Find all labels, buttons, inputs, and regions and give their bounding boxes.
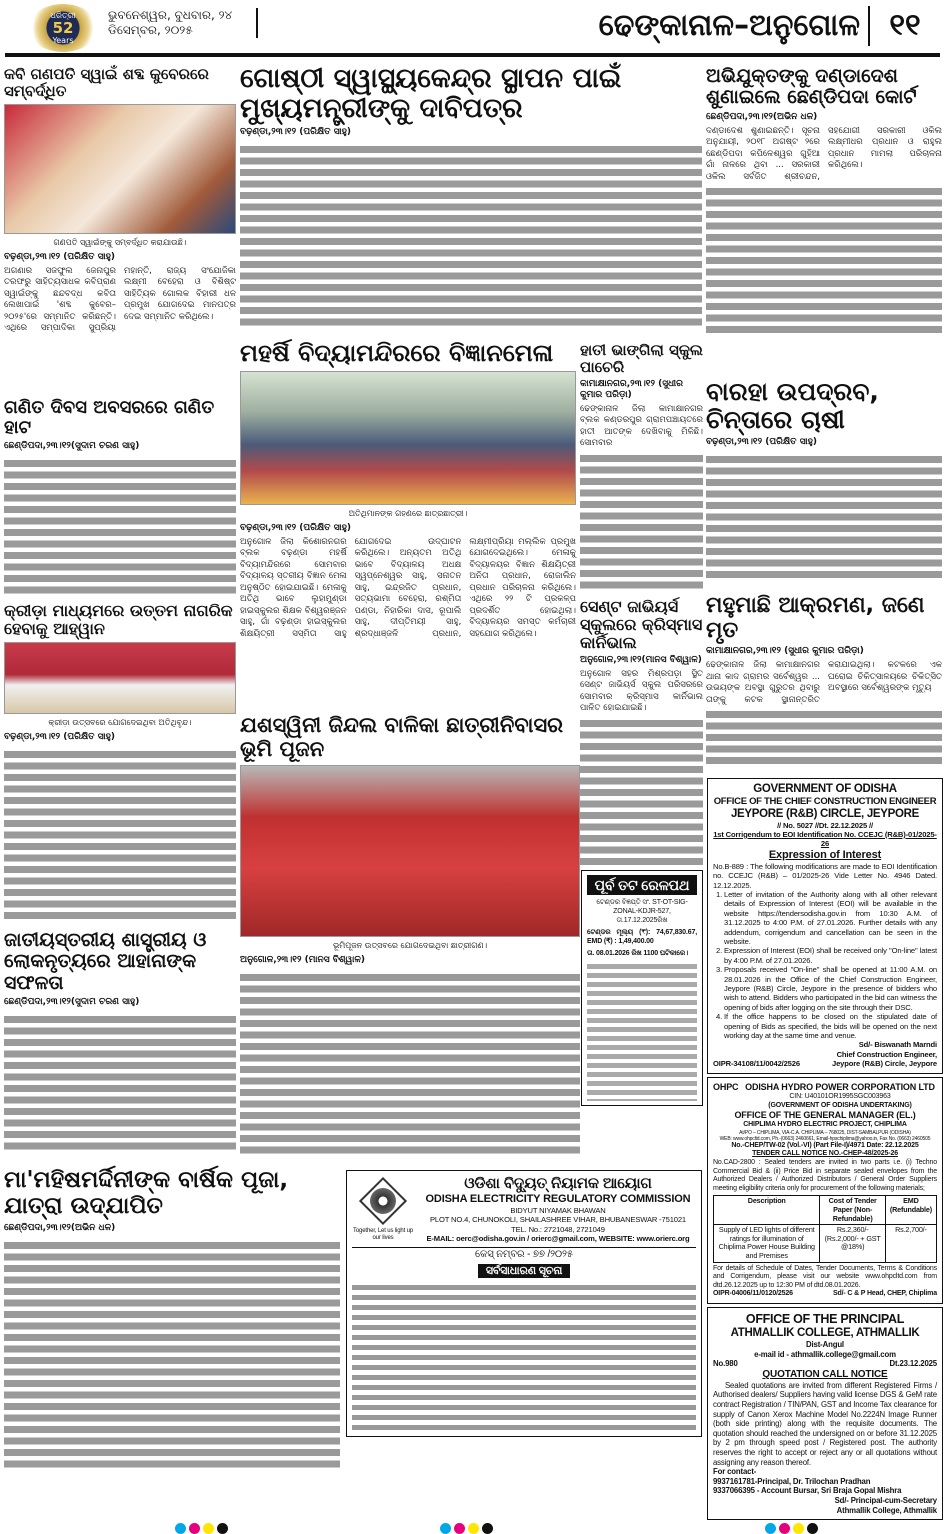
registration-marks-center: [440, 1523, 493, 1534]
news-article: [4, 930, 236, 1151]
eoi-gov: GOVERNMENT OF ODISHA: [753, 783, 897, 795]
eoi-office-sig: Jeypore (R&B) Circle, Jeypore: [832, 1059, 937, 1069]
article-text-continued: [4, 1013, 236, 1151]
reg-mark: [175, 1523, 186, 1534]
reg-mark: [440, 1523, 451, 1534]
article-byline: ବଢ଼ଣ୍ଡା,୨୩।୧୨ (ପରିକ୍ଷିତ ସାହୁ): [240, 127, 351, 138]
college-office: OFFICE OF THE PRINCIPAL: [745, 1312, 905, 1326]
oerc-title: ODISHA ELECTRICITY REGULATORY COMMISSION: [425, 1193, 691, 1205]
news-article: [706, 66, 942, 335]
article-byline: ବଢ଼ଣ୍ଡା,୨୩।୧୨ (ପରିକ୍ଷିତ ସାହୁ): [240, 522, 351, 533]
news-article: [240, 714, 580, 1155]
article-headline: ହାତୀ ଭାଙ୍ଗିଲା ସ୍କୁଲ ପାଚେରି: [580, 341, 703, 376]
table-cell: Rs.2,360/- (Rs.2,000/- + GST @18%): [820, 1225, 885, 1262]
ohpc-tender-ad: [707, 1077, 943, 1304]
article-byline: କାମାକ୍ଷାନଗର,୨୩।୧୨ (ସୁଧୀର କୁମାର ପରିଡ଼ା): [706, 646, 864, 657]
article-headline: ସେଣ୍ଟ ଜାଭିୟର୍ସ ସ୍କୁଲରେ କ୍ରିସ୍‌ମାସ କାର୍ନିଭାଲ: [580, 597, 703, 652]
article-byline: ଛେଣ୍ଡିପଦା,୨୩।୧୨(ଅଭିନ ଧଳ): [706, 111, 818, 122]
page-number: ୧୧: [868, 6, 940, 46]
ohpc-address: At/PO – CHIPLIMA, VIA-C.A. CHIPLIMA – 768025, DIST-SAMBALPUR (ODISHA): [739, 1129, 911, 1136]
ohpc-ref: No.-CHEP/TW-02 (Vol.-VI) (Part File-I)/4971 Date: 22.12.2025: [731, 1141, 919, 1149]
ohpc-web: WEB: www.ohpcltd.com, Ph.-(0663) 2460661, Email-hpschiplima@yahoo.in, Fax No. (0663) 2460505: [719, 1135, 931, 1142]
students-gathering-photo: [240, 765, 580, 937]
ohpc-table: [713, 1195, 937, 1262]
college-signatory-org: Athmallik College, Athmallik: [836, 1505, 937, 1515]
eoi-heading: Expression of Interest: [768, 848, 882, 861]
article-text-continued: [706, 185, 942, 335]
news-article: [580, 598, 703, 866]
reg-mark: [779, 1523, 790, 1534]
article-byline: ବଢ଼ଣ୍ଡା,୨୩।୧୨ (ପରିକ୍ଷିତ ସାହୁ): [4, 251, 115, 262]
article-headline: ଅଭିଯୁକ୍ତଙ୍କୁ ଦଣ୍ଡାଦେଶ ଶୁଣାଇଲେ ଛେଣ୍ଡିପଦା କୋର୍ଟ: [706, 65, 917, 109]
college-email: e-mail id - athmallik.college@gmail.com: [754, 1349, 896, 1359]
eoi-oipr: OIPR-34108/11/0042/2526: [713, 1059, 800, 1069]
article-byline: ଅନୁଗୋଳ,୨୩।୧୨(ମାନସ ବିଶ୍ୱାଳ): [580, 654, 702, 665]
ohpc-office: OFFICE OF THE GENERAL MANAGER (EL.): [734, 1110, 916, 1121]
article-body: ଅନୁଗୋଳ ଜିଲା କିଶୋରନଗର ବ୍ଲକ ବଢ଼ଣ୍ଡା ମହର୍ଷି ବିଦ୍ୟାମନ୍ଦିରରେ ସୋମବାର ବିଦ୍ୟାଳୟ ସ୍ତରୀୟ ବିଜ୍ଞାନ ମେଳା ଅନୁଷ୍ଠିତ ହୋଇଯାଇଛି। ମେଳାକୁ ଅତିଥି ଭାବେ ଲୁହାମୁଣ୍ଡା ହାଇସ୍କୁଲର ଶିକ୍ଷକ ବିଶ୍ୱରଞ୍ଜନ ସାହୁ, ଗାଁ ବଢ଼ଣ୍ଡା ହାଇସ୍କୁଲର ଶିକ୍ଷୟିତ୍ରୀ ସସ୍ମିତା ସାହୁ ଯୋଗଦେଇ ଉଦ୍‌ଘାଟନ କରିଥିଲେ। ଅନ୍ୟତମ ଅତିଥି ଭାବେ ବିଦ୍ୟାଳୟ ଅଧକ୍ଷ ସ୍ୱପ୍ନେଶ୍ୱର ସାହୁ, ସନାତନ ସାହୁ, ଇନ୍ଦ୍ରଜିତ ପ୍ରଧାନ, ସତ୍ୟଭାମା ବେହେରା, ରଶ୍ମିତା ପଣ୍ଡା, ନିହାରିକା ଦାସ, ରୂପାଲି ସାହୁ, ଦୀପ୍ତିମୟୀ ସାହୁ, ଶ୍ରଦ୍ଧାଞ୍ଜଳି ପ୍ରଧାନ, ଲକ୍ଷ୍ମୀପ୍ରିୟା ମଲ୍ଲିକ ପ୍ରମୁଖ ଯୋଗଦେଇଥିଲେ। ମେଳାକୁ ବିଦ୍ୟାଳୟର ବିଜ୍ଞାନ ଶିକ୍ଷୟିତ୍ରୀ ଅନିତା ପ୍ରଧାନ, ରୋଜାଲିନ ପ୍ରଧାନ ପରିଚାଳନା କରିଥିଲେ। ଏଥିରେ ୨୨ ଟି ପ୍ରକଳ୍ପ ପ୍ରଦର୍ଶିତ ହୋଇଥିଲା। ବିଦ୍ୟାଳୟର ସମସ୍ତ କର୍ମଚାରୀ ସହଯୋଗ କରିଥିଲେ।: [240, 536, 576, 639]
reg-mark: [454, 1523, 465, 1534]
science-fair-photo: [240, 371, 576, 505]
college-heading: QUOTATION CALL NOTICE: [762, 1368, 888, 1380]
table-row: [714, 1225, 937, 1262]
ohpc-gov: (GOVERNMENT OF ODISHA UNDERTAKING): [768, 1101, 912, 1109]
ohpc-oipr: OIPR-04006/11/0120/2526: [713, 1290, 793, 1298]
eoi-point: 4. If the office happens to be closed on the stipulated date of opening of Bids as specified, the bids will be opened on the next working day at the same time and venue.: [724, 1012, 937, 1040]
article-body: ଅନୁଗୋଳ ସହର ମିଶ୍ରପଡ଼ା ସ୍ଥିତ ସେଣ୍ଟ ଜାଭିୟର୍ସ ସ୍କୁଲ ପରିସରରେ ସୋମବାର କ୍ରିସ୍‌ମାସ କାର୍ନିଭାଲ ପାଳିତ ହୋଇଯାଇଛି।: [580, 668, 703, 714]
college-quotation-ad: [707, 1307, 943, 1520]
sports-guests-photo: [4, 642, 236, 714]
logo-sub: Years: [52, 36, 74, 45]
photo-caption: ଅତିଥିମାନଙ୍କ ଗହଣରେ ଛାତ୍ରଛାତ୍ରୀ।: [348, 508, 468, 518]
oerc-bhawan: BIDYUT NIYAMAK BHAWAN: [510, 1206, 606, 1215]
college-date: Dt.23.12.2025: [889, 1359, 937, 1369]
award-ceremony-photo: [4, 104, 236, 234]
reg-mark: [203, 1523, 214, 1534]
article-headline: କବି ଗଣପତି ସ୍ୱାଇଁ ଶବ୍ଦ କୁବେରରେ ସମ୍ବର୍ଦ୍ଧିତ: [4, 65, 209, 100]
news-article: [706, 594, 942, 766]
table-cell: Rs.2,700/-: [885, 1225, 936, 1262]
college-contact: 9937161781-Principal, Dr. Trilochan Pradhan: [713, 1476, 871, 1486]
newspaper-logo: [28, 4, 98, 52]
table-cell: Supply of LED lights of different ratings for illumination of Chiplima Power House Building and Premises: [714, 1225, 820, 1262]
oerc-title-odia: ଓଡିଶା ବିଦ୍ୟୁତ୍ ନିୟାମକ ଆୟୋଗ: [464, 1175, 652, 1192]
dateline: ଭୁବନେଶ୍ୱର, ବୁଧବାର, ୨୪ ଡିସେମ୍ବର, ୨୦୨୫: [108, 8, 258, 38]
railway-tender-ad: [581, 870, 703, 1106]
college-contact-label: For contact-: [713, 1467, 757, 1477]
eoi-circle: JEYPORE (R&B) CIRCLE, JEYPORE: [730, 808, 920, 820]
photo-caption: ଭୂମିପୂଜନ ଉତ୍ସବରେ ଯୋଗଦେଇଥିବା ଛାତ୍ରୀଗଣ।: [332, 941, 488, 951]
oerc-tagline: Together, Let us light up our lives: [353, 1228, 413, 1241]
article-byline: କାମାକ୍ଷାନଗର,୨୩।୧୨ (ସୁଧୀର କୁମାର ପରିଡ଼ା): [580, 378, 683, 400]
article-text-continued: [706, 708, 942, 766]
railway-title: ପୂର୍ବ ତଟ ରେଳପଥ: [587, 875, 697, 895]
oerc-address: PLOT NO.4, CHUNOKOLI, SHAILASHREE VIHAR, BHUBANESWAR -751021: [429, 1215, 687, 1225]
college-ref-no: No.980: [713, 1359, 738, 1369]
eoi-office: OFFICE OF THE CHIEF CONSTRUCTION ENGINEER: [713, 795, 937, 807]
reg-mark: [807, 1523, 818, 1534]
college-body: Sealed quotations are invited from different Registered Firms / Authorised dealers/ Suppliers having valid license DGS & GeM rate contract Registration / TIN/PAN, GST and Income Tax clearance for supply of Canon Xerox Machine Model No.2224N Image Runner (both side printing) along with the requisite documents. The quotation should reached the undersigned on or before 31.12.2025 by 2 pm through speed post / Registered post. The authority reserves the right to accept or reject any or all quotations without assigning any reason thereof.: [713, 1380, 937, 1467]
section-title: ଢେଙ୍କାନାଳ–ଅନୁଗୋଳ: [598, 8, 860, 43]
eoi-point: 2. Expression of Interest (EOI) shall be received only "On-line" latest by 4:00 P.M. of 27.01.2026.: [724, 946, 937, 965]
eoi-intro: No.B-889 : The following modifications are made to EOI Identification no. CCEJC (R&B) – 01/2025-26 Vide Letter No. 4946 Dated. 12.12.2025.: [713, 861, 937, 890]
eoi-ad: [707, 778, 943, 1074]
college-signatory: Sd/- Principal-cum-Secretary: [834, 1495, 937, 1505]
registration-marks-left: [175, 1523, 228, 1534]
table-header: Description: [714, 1196, 820, 1225]
news-article: [240, 64, 702, 327]
oerc-text: [352, 1282, 696, 1432]
article-body: ଢେଙ୍କାନାଳ ଜିଲା କାମାକ୍ଷାନଗର ବ୍ଲକ କଣ୍ଡରପୁର ଗ୍ରାମପଞ୍ଚାୟତରେ ହାତୀ ଆତଙ୍କ ଦେଖିବାକୁ ମିଳିଛି। ସୋମବାର: [580, 403, 703, 449]
news-article: [4, 1168, 340, 1469]
news-article: [240, 340, 576, 640]
oerc-emblem-icon: [359, 1177, 407, 1225]
oerc-case-no: କେସ୍ ନମ୍ବର - ୭୭ /୨୦୨୫: [352, 1247, 696, 1261]
article-headline: ମା'ମହିଷମର୍ଦ୍ଦିନୀଙ୍କ ବାର୍ଷିକ ପୂଜା, ଯାତ୍ରା ଉଦ୍‌ଯାପିତ: [4, 1167, 289, 1219]
reg-mark: [765, 1523, 776, 1534]
article-headline: ମହର୍ଷି ବିଦ୍ୟାମନ୍ଦିରରେ ବିଜ୍ଞାନମେଳା: [240, 339, 554, 367]
article-headline: ଗୋଷ୍ଠୀ ସ୍ୱାସ୍ଥ୍ୟକେନ୍ଦ୍ର ସ୍ଥାପନ ପାଇଁ ମୁଖ୍ୟମନ୍ତ୍ରୀଙ୍କୁ ଦାବିପତ୍ର: [240, 63, 622, 125]
news-article: [580, 342, 703, 590]
oerc-logo: [352, 1175, 414, 1244]
railway-cost: ଟେଣ୍ଡର ମୂଲ୍ୟ (₹): 74,67,830.67, EMD (₹) : 1,49,400.00: [587, 929, 697, 945]
article-text-continued: [4, 748, 236, 921]
article-text-continued: [706, 453, 942, 580]
ohpc-name: ODISHA HYDRO POWER CORPORATION LTD: [745, 1082, 935, 1092]
article-text-continued: [580, 452, 703, 590]
article-text-continued: [580, 717, 703, 867]
oerc-email: E-MAIL: oerc@odisha.gov.in / orierc@gmail.com, WEBSITE: www.orierc.org: [426, 1234, 690, 1244]
article-byline: ଛେଣ୍ଡିପଦା,୨୩।୧୨(ଅଭିନ ଧଳ): [4, 1222, 116, 1233]
news-article: [4, 66, 236, 335]
railway-text: [587, 961, 697, 1101]
news-article: [4, 398, 236, 595]
railway-closing: ତା. 08.01.2026 ରିଖ 1100 ଘଟିକାରେ।: [587, 950, 689, 957]
reg-mark: [468, 1523, 479, 1534]
oerc-tel: TEL. No.: 2721048, 2721049: [511, 1224, 605, 1234]
ohpc-cin: CIN: U40101OR1995SGC003963: [789, 1093, 891, 1100]
registration-marks-right: [765, 1523, 818, 1534]
eoi-point: 1. Letter of invitation of the Authority along with all other relevant details of Expression of Interest (EOI) will be available in the website https://tendersodisha.gov.in from 10:30 A.M. of 31.12.2025 to 4:00 P.M. of 27.01.2026. Further details with any addendum, corrigendum and cancellation can be seen in the website.: [724, 890, 937, 946]
ohpc-footer: For details of Schedule of Dates, Tender Documents, Terms & Conditions and Corrigendum, please visit our website www.ohpcltd.com from dtd.26.12.2025 up to 12:30 PM of dtd.08.01.2026.: [713, 1264, 937, 1289]
college-contact: 9337066395 - Account Bursar, Sri Braja Gopal Mishra: [713, 1486, 902, 1496]
article-headline: ବାରହା ଉପଦ୍ରବ, ଚିନ୍ତାରେ ଚାଷୀ: [706, 377, 879, 434]
article-headline: ଜାତୀୟସ୍ତରୀୟ ଶାସ୍ତ୍ରୀୟ ଓ ଲୋକନୃତ୍ୟରେ ଆହାନାଙ୍କ ସଫଳତା: [4, 929, 207, 994]
table-header: EMD (Refundable): [885, 1196, 936, 1225]
article-body: ଦଣ୍ଡାଦେଶ ଶୁଣାଇଛନ୍ତି। ସୂଚନା ଅନୁଯାୟୀ, ୨୦୧୮ ଅଗଷ୍ଟ ୨ରେ ଛେଣ୍ଡିପଦା କପିଳେଶ୍ୱର ଗୁହିଆ ଗାଁ ନାଳରେ ଥିବା ... ସରକାରୀ ଓକିଲ ସର୍ବଜିତ ଶ୍ରୀଚନ୍ଦନ, ସହଯୋଗୀ ସରକାରୀ ଓକିଲ ଲକ୍ଷ୍ମୀଧର ପ୍ରଧାନ ଓ ରାହୁଲ ପ୍ରଧାନ ମାମଲା ପରିଚାଳନା କରିଥିଲେ।: [706, 125, 942, 182]
oerc-notice-ad: [346, 1170, 702, 1437]
article-text-continued: [4, 457, 236, 595]
article-byline: ଛେଣ୍ଡିପଦା,୨୩।୧୨(ସୁଦାମ ଚରଣ ସାହୁ): [4, 441, 140, 452]
reg-mark: [482, 1523, 493, 1534]
article-headline: ମହୁମାଛି ଆକ୍ରମଣ, ଜଣେ ମୃତ: [706, 593, 925, 643]
article-text-continued: [240, 971, 580, 1155]
article-byline: ଛେଣ୍ଡିପଦା,୨୩।୧୨(ସୁଦାମ ଚରଣ ସାହୁ): [4, 996, 140, 1007]
article-headline: ଯଶସ୍ୱିନୀ ଜିନ୍ଦଲ ବାଳିକା ଛାତ୍ରୀନିବାସର ଭୂମି ପୂଜନ: [240, 713, 564, 761]
news-article: [706, 378, 942, 580]
reg-mark: [217, 1523, 228, 1534]
eoi-designation: Chief Construction Engineer,: [836, 1049, 937, 1059]
article-headline: ଗଣିତ ଦିବସ ଅବସରରେ ଗଣିତ ହାଟ: [4, 397, 215, 439]
ohpc-project: CHIPLIMA HYDRO ELECTRIC PROJECT, CHIPLIMA: [743, 1121, 907, 1129]
article-byline: ଅନୁଗୋଳ,୨୩।୧୨ (ମାନସ ବିଶ୍ୱାଳ): [240, 955, 365, 966]
article-byline: ବଢ଼ଣ୍ଡା,୨୩।୧୨ (ପରିକ୍ଷିତ ସାହୁ): [4, 731, 115, 742]
article-text-continued: [4, 1239, 340, 1469]
table-header: Cost of Tender Paper (Non-Refundable): [820, 1196, 885, 1225]
reg-mark: [189, 1523, 200, 1534]
railway-ref: ଟେଣ୍ଡର ବିଜ୍ଞପ୍ତି ସଂ. ST-OT-SIG-ZONAL-KDJR-527, ତା.17.12.2025ରିଖ: [596, 899, 688, 924]
photo-caption: ଗଣପତି ସ୍ୱାଇଁଙ୍କୁ ସମ୍ବର୍ଦ୍ଧିତ କରାଯାଉଛି।: [53, 237, 187, 247]
logo-text: ଧରିତ୍ରୀ: [50, 11, 76, 20]
ohpc-intro: No.CAD-2800 : Sealed tenders are invited in two parts i.e. (i) Techno Commercial Bid & (ii) Price Bid in separate sealed envelopes from the Authorized Dealers / Authorized Distributors / General Order Suppliers meeting eligibility criteria only for procurement of the following materials;: [713, 1158, 937, 1192]
ohpc-signature: Sd/- C & P Head, CHEP, Chiplima: [832, 1290, 937, 1298]
photo-caption: କ୍ରୀଡ଼ା ଉତ୍ସବରେ ଯୋଗଦେଇଥିବା ଅତିଥିବୃନ୍ଦ।: [48, 717, 192, 727]
reg-mark: [793, 1523, 804, 1534]
ohpc-tender-no: TENDER CALL NOTICE NO.-CHEP-48/2025-26: [752, 1150, 898, 1158]
article-body: ଢେଙ୍କାନାଳ ଜିଲା କାମାକ୍ଷାନଗର ଥାନା କାଦ ଗ୍ରାମର ସର୍ବେଶ୍ୱର ... ଉଭୟଙ୍କ ଅବସ୍ଥା ଗୁରୁତର ଥିବାରୁ ତାଙ୍କୁ କଟକ ସ୍ଥାନାନ୍ତରିତ କରାଯାଇଥିଲା। କଟକରେ ଏକ ଘରୋଇ ଚିକିତ୍ସାଳୟରେ ଚିକିତ୍ସିତ ଅବସ୍ଥାରେ ସର୍ବେଶ୍ୱରଙ୍କ ମୃତ୍ୟୁ: [706, 660, 942, 705]
college-dist: Dist-Angul: [806, 1340, 844, 1349]
article-text-continued: [240, 143, 702, 327]
oerc-notice-heading: ସର୍ବସାଧାରଣ ସୂଚନା: [478, 1264, 570, 1278]
article-headline: କ୍ରୀଡ଼ା ମାଧ୍ୟମରେ ଉତ୍ତମ ନାଗରିକ ହେବାକୁ ଆହ୍ୱାନ: [4, 601, 233, 638]
article-byline: ବଢ଼ଣ୍ଡା,୨୩।୧୨ (ପରିକ୍ଷିତ ସାହୁ): [706, 437, 817, 447]
eoi-point: 3. Proposals received "On-line" shall be opened at 11:00 A.M. on 28.01.2026 in the Office of the Chief Construction Engineer, Jeypore (R&B) Circle, Jeypore in the presence of bidders who wish to attend. Bidders who participated in the bid can witness the opening of bids after logging on the site through their DSC.: [724, 965, 937, 1012]
eoi-corrigendum: 1st Corrigendum to EOI Identification No. CCEJC (R&B)-01/2025-26: [713, 829, 937, 849]
article-body: ଅଗଣାର ସଜଫୁଲ ଜେନାପୁର ତରଫରୁ ସାହିତ୍ୟସାଧକ କବିପ୍ରାଣ ସ୍ୱାଇଁଙ୍କୁ ଛନ୍ଦବଦ୍ଧ କବିତା ଲେଖାପାଇଁ 'ଶବ୍ଦ କୁବେର– ୨୦୨୫'ରେ ସମ୍ମାନିତ କରିଛନ୍ତି। ଏଥିରେ ସମ୍ପାଦିକା ସୁପ୍ରିୟା ମହାନ୍ତି, ରାଜ୍ୟ ସଂଯୋଜିକା ଲକ୍ଷ୍ମୀ ବେହେରା ଓ ବିଶିଷ୍ଟ ସାହିତ୍ୟିକ ଗୋଲକ ବିହାରୀ ଧଳ ପ୍ରମୁଖ ଯୋଗଦେଇ ମାନପତ୍ର ଦେଇ ସମ୍ମାନିତ କରିଥିଲେ।: [4, 265, 236, 334]
header-rule: [5, 53, 940, 57]
news-article: [4, 602, 236, 920]
eoi-signatory: Sd/- Biswanath Marndi: [858, 1040, 937, 1050]
ohpc-logo: OHPC: [713, 1082, 739, 1092]
college-name: ATHMALLIK COLLEGE, ATHMALLIK: [730, 1327, 920, 1339]
logo-years: 52: [52, 19, 74, 37]
eoi-no: // No. 5027 //Dt. 22.12.2025 //: [777, 820, 873, 830]
